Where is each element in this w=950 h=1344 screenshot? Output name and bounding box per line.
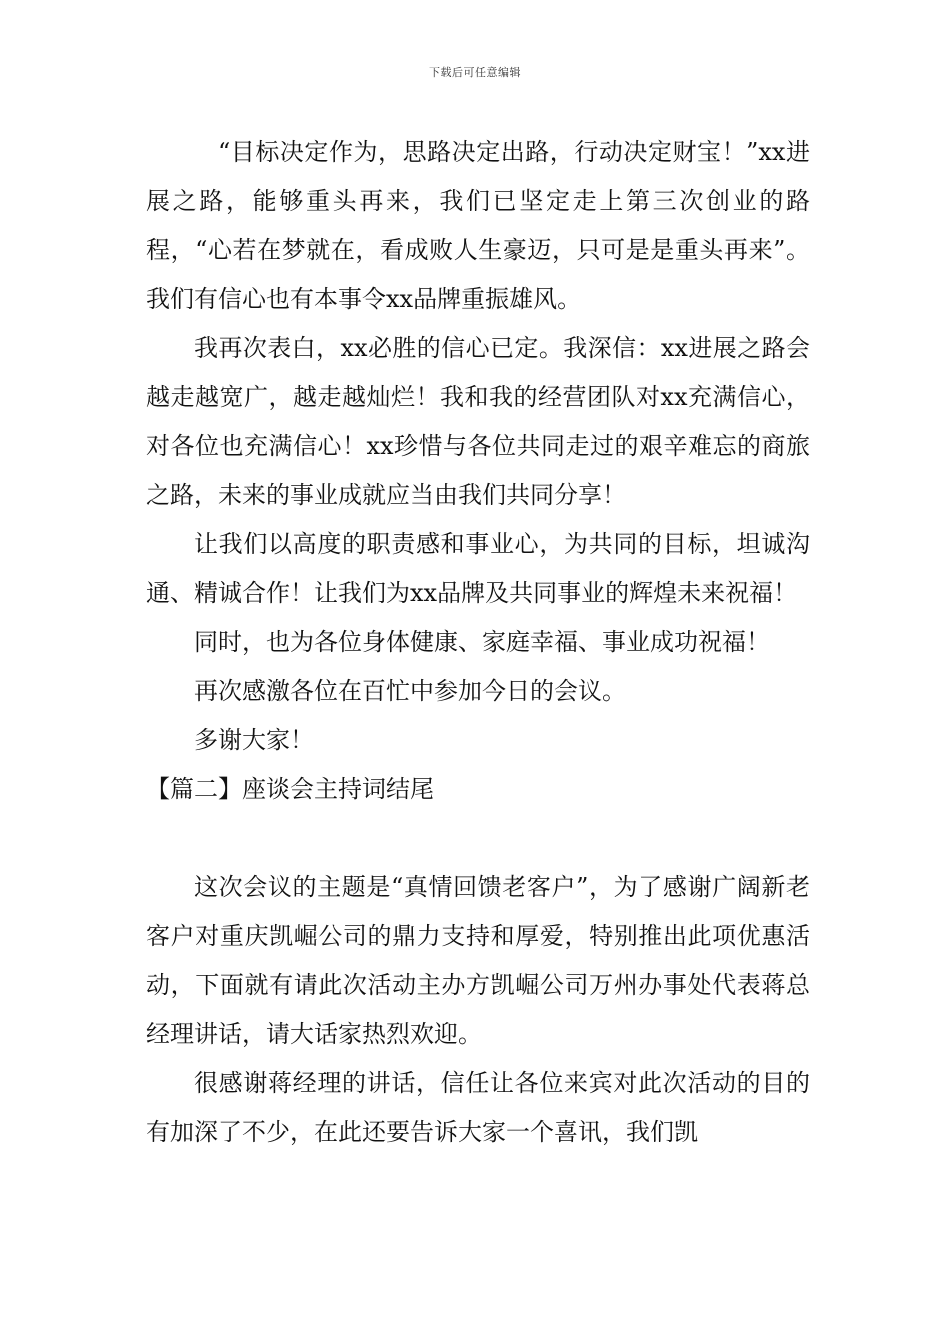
section-heading: 【篇二】座谈会主持词结尾 bbox=[146, 775, 434, 803]
paragraph-speech-thanks: 很感谢蒋经理的讲话，信任让各位来宾对此次活动的目的有加深了不少，在此还要告诉大家一个喜讯，我们凯 bbox=[146, 1069, 810, 1146]
paragraph-thanks: 再次感激各位在百忙中参加今日的会议。 bbox=[194, 677, 626, 705]
paragraph-confidence: 我再次表白，xx必胜的信心已定。我深信：xx进展之路会越走越宽广，越走越灿烂！我和我的经营团队对xx充满信心，对各位也充满信心！xx珍惜与各位共同走过的艰辛难忘的商旅之路，未来的事业成就应当由我们共同分享！ bbox=[146, 334, 810, 509]
document-body bbox=[146, 128, 810, 1157]
paragraph-meeting-theme: 这次会议的主题是“真情回馈老客户”，为了感谢广阔新老客户对重庆凯崛公司的鼎力支持和厚爱，特别推出此项优惠活动，下面就有请此次活动主办方凯崛公司万州办事处代表蒋总经理讲话，请大话家热烈欢迎。 bbox=[146, 873, 810, 1048]
blank-line bbox=[146, 814, 810, 863]
paragraph-blessing: 同时，也为各位身体健康、家庭幸福、事业成功祝福！ bbox=[194, 628, 770, 656]
paragraph-cooperation: 让我们以高度的职责感和事业心，为共同的目标，坦诚沟通、精诚合作！让我们为xx品牌及共同事业的辉煌未来祝福！ bbox=[146, 530, 810, 607]
header-note: 下载后可任意编辑 bbox=[429, 66, 521, 79]
paragraph-closing: 多谢大家！ bbox=[194, 726, 314, 754]
paragraph-goal-quote: “目标决定作为，思路决定出路，行动决定财宝！”xx进展之路，能够重头再来，我们已坚定走上第三次创业的路程，“心若在梦就在，看成败人生豪迈，只可是是重头再来”。我们有信心也有本事令xx品牌重振雄风。 bbox=[146, 138, 810, 313]
